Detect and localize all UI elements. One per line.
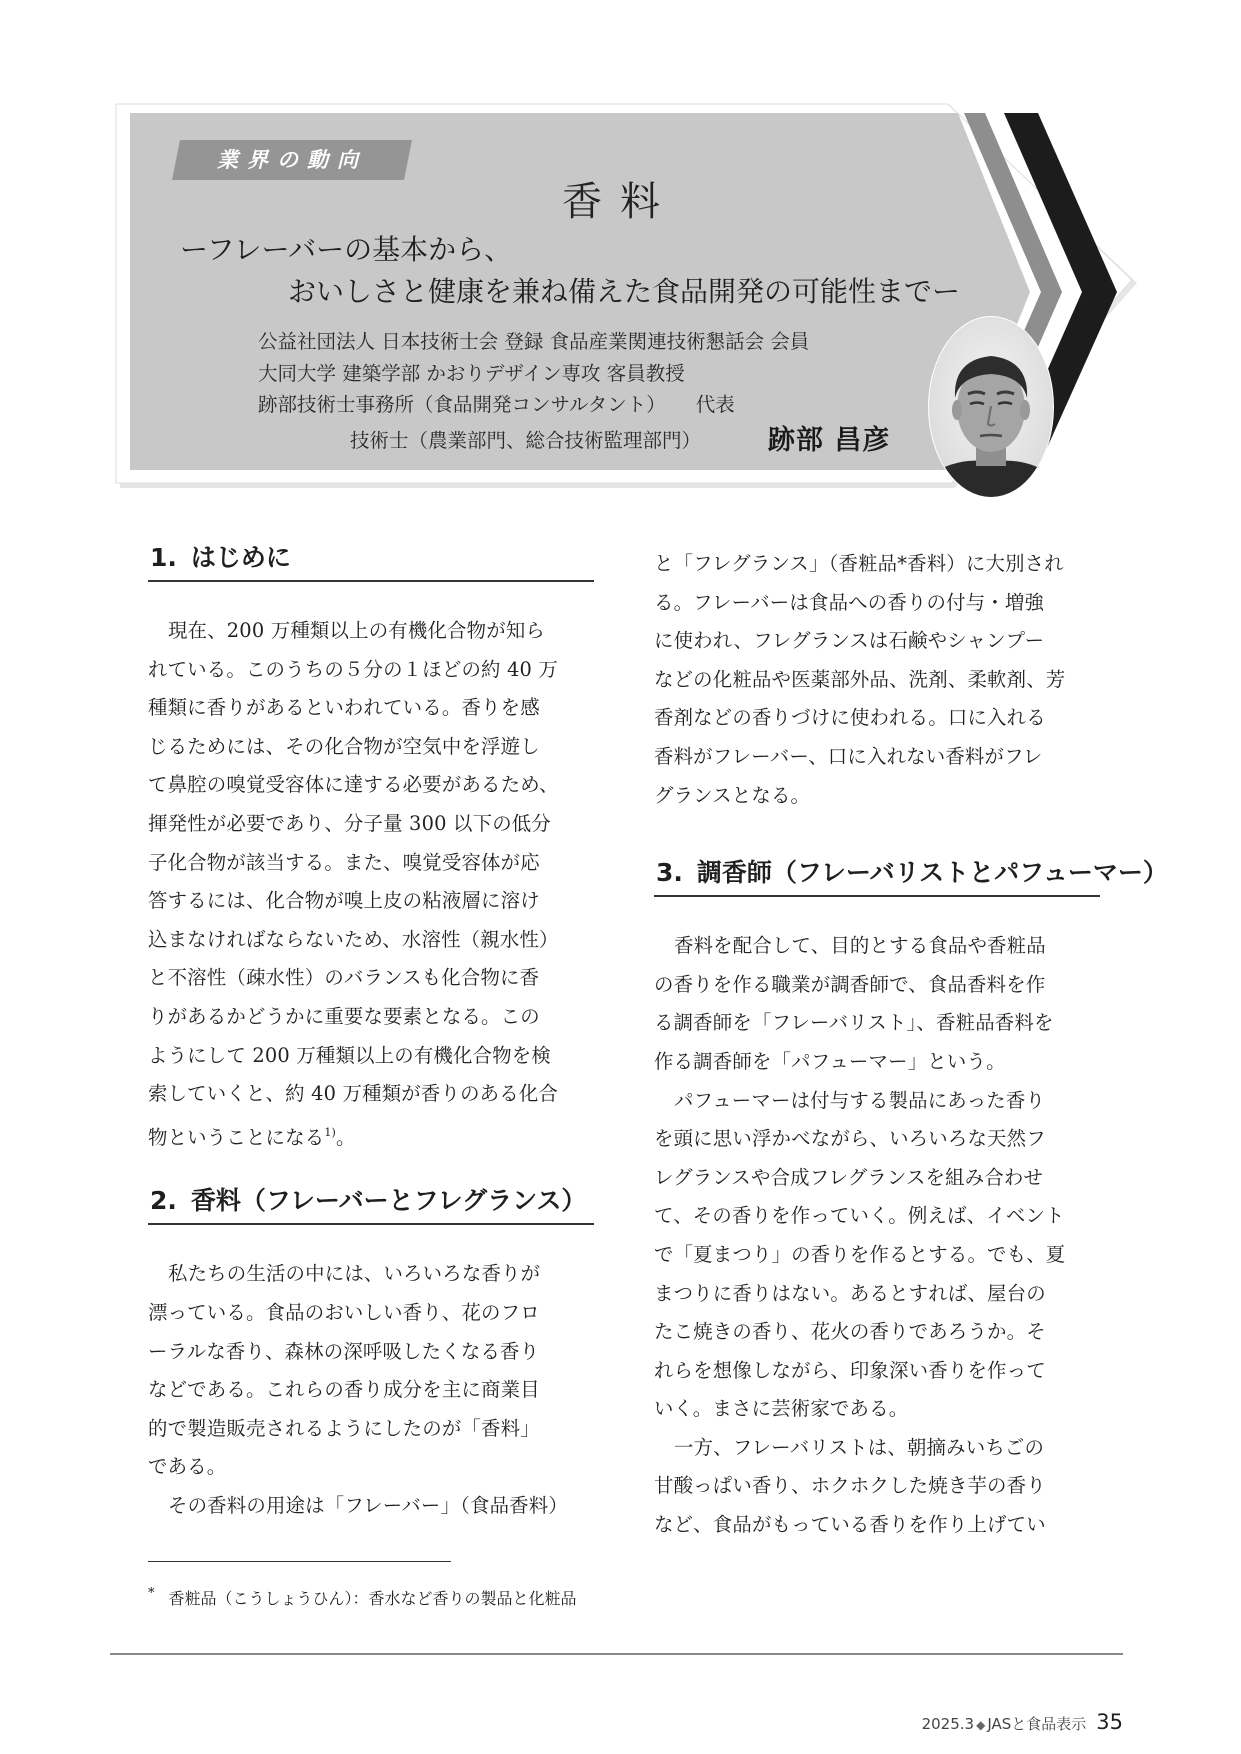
text-line: 索していくと、約 40 万種類が香りのある化合 bbox=[148, 1082, 559, 1106]
diamond-separator-icon: ◆ bbox=[976, 1718, 986, 1732]
text-line: 一方、フレーバリストは、朝摘みいちごの bbox=[674, 1435, 1045, 1459]
page-footer bbox=[922, 1710, 1123, 1734]
section-heading-flavors-fragrances bbox=[148, 1183, 594, 1225]
text-line: ようにして 200 万種類以上の有機化合物を検 bbox=[148, 1043, 551, 1067]
text-line-content: 物ということになる bbox=[148, 1125, 325, 1149]
sentence-end: 。 bbox=[336, 1125, 356, 1149]
section-3-body bbox=[654, 927, 1100, 1545]
text-line: て、その香りを作っていく。例えば、イベント bbox=[654, 1204, 1065, 1228]
text-line: 香料を配合して、目的とする食品や香粧品 bbox=[674, 934, 1046, 958]
text-line: れらを想像しながら、印象深い香りを作って bbox=[654, 1358, 1046, 1382]
footnote bbox=[148, 1586, 577, 1609]
footnote-mark: * bbox=[148, 1586, 155, 1601]
text-line: など、食品がもっている香りを作り上げてい bbox=[654, 1513, 1046, 1537]
section-title: はじめに bbox=[190, 543, 291, 572]
section-2-body bbox=[148, 1255, 594, 1525]
text-line: 答するには、化合物が嗅上皮の粘液層に溶け bbox=[148, 889, 540, 913]
journal-name: JASと食品表示 bbox=[987, 1715, 1087, 1733]
right-column bbox=[654, 545, 1168, 1545]
text-line: パフューマーは付与する製品にあった香り bbox=[674, 1088, 1046, 1112]
text-line: 漂っている。食品のおいしい香り、花のフロ bbox=[148, 1300, 540, 1324]
left-column bbox=[148, 540, 594, 1525]
footnote-text: 香粧品（こうしょうひん）：香水など香りの製品と化粧品 bbox=[168, 1589, 577, 1608]
text-line: 現在、200 万種類以上の有機化合物が知ら bbox=[168, 619, 546, 642]
text-line: りがあるかどうかに重要な要素となる。この bbox=[148, 1004, 540, 1028]
footnote-divider bbox=[148, 1561, 451, 1562]
section-title: 香料（フレーバーとフレグランス） bbox=[190, 1186, 587, 1216]
text-line bbox=[148, 1114, 594, 1158]
author-affiliation bbox=[258, 389, 735, 417]
text-line: 香剤などの香りづけに使われる。口に入れる bbox=[654, 706, 1046, 730]
author-portrait-photo bbox=[928, 316, 1054, 498]
text-line: の香りを作る職業が調香師で、食品香料を作 bbox=[654, 972, 1046, 996]
text-line: 種類に香りがあるといわれている。香りを感 bbox=[148, 696, 540, 720]
issue-date: 2025.3 bbox=[921, 1715, 975, 1733]
category-badge bbox=[172, 140, 412, 180]
text-line: に使われ、フレグランスは石鹸やシャンプー bbox=[654, 629, 1045, 653]
text-line: である。 bbox=[148, 1455, 227, 1479]
text-line: レグランスや合成フレグランスを組み合わせ bbox=[654, 1165, 1044, 1189]
text-line: る。フレーバーは食品への香りの付与・増強 bbox=[654, 590, 1045, 614]
section-number: 2. bbox=[150, 1186, 177, 1216]
citation-reference: 1) bbox=[324, 1125, 337, 1139]
text-line: と「フレグランス」（香粧品*香料）に大別され bbox=[654, 552, 1064, 575]
section-title: 調香師（フレーバリストとパフューマー） bbox=[696, 858, 1168, 888]
text-line: まつりに香りはない。あるとすれば、屋台の bbox=[654, 1281, 1046, 1305]
text-line: 揮発性が必要であり、分子量 300 以下の低分 bbox=[148, 811, 551, 835]
affiliation-role: 代表 bbox=[695, 393, 735, 416]
text-line: と不溶性（疎水性）のバランスも化合物に香 bbox=[148, 966, 540, 990]
affiliation-office: 跡部技術士事務所（食品開発コンサルタント） bbox=[258, 393, 666, 416]
page-number: 35 bbox=[1096, 1710, 1123, 1734]
text-line: を頭に思い浮かべながら、いろいろな天然フ bbox=[654, 1127, 1046, 1151]
text-line: る調香師を「フレーバリスト」、香粧品香料を bbox=[654, 1011, 1054, 1035]
text-line: グランスとなる。 bbox=[654, 783, 811, 807]
text-line: たこ焼きの香り、花火の香りであろうか。そ bbox=[654, 1320, 1046, 1344]
author-affiliation: 公益社団法人 日本技術士会 登録 食品産業関連技術懇話会 会員 bbox=[258, 330, 810, 353]
article-subtitle-line1: ーフレーバーの基本から、 bbox=[180, 233, 513, 266]
text-line: ーラルな香り、森林の深呼吸したくなる香り bbox=[148, 1339, 540, 1363]
section-1-body bbox=[148, 612, 594, 1157]
text-line: 子化合物が該当する。また、嗅覚受容体が応 bbox=[148, 850, 540, 874]
text-line: 甘酸っぱい香り、ホクホクした焼き芋の香り bbox=[654, 1474, 1046, 1498]
text-line: 作る調香師を「パフューマー」という。 bbox=[654, 1049, 1006, 1073]
text-line: れている。このうちの５分の１ほどの約 40 万 bbox=[148, 657, 559, 681]
text-line: いく。まさに芸術家である。 bbox=[654, 1397, 909, 1421]
text-line: その香料の用途は「フレーバー」（食品香料） bbox=[168, 1493, 568, 1517]
text-line: 香料がフレーバー、口に入れない香料がフレ bbox=[654, 744, 1043, 768]
text-line: 的で製造販売されるようにしたのが「香料」 bbox=[148, 1416, 540, 1440]
article-title: 香料 bbox=[562, 179, 678, 225]
article-subtitle-line2: おいしさと健康を兼ね備えた食品開発の可能性までー bbox=[288, 275, 961, 308]
article-header-banner bbox=[0, 0, 1241, 520]
text-line: などである。これらの香り成分を主に商業目 bbox=[148, 1378, 540, 1402]
author-affiliation: 大同大学 建築学部 かおりデザイン専攻 客員教授 bbox=[258, 362, 685, 385]
text-line: 込まなければならないため、水溶性（親水性） bbox=[148, 927, 559, 951]
author-credential: 技術士（農業部門、総合技術監理部門） bbox=[350, 429, 702, 452]
section-number: 1. bbox=[150, 543, 177, 572]
section-heading-perfumers bbox=[654, 855, 1168, 897]
text-line: 私たちの生活の中には、いろいろな香りが bbox=[168, 1262, 541, 1286]
text-line: て鼻腔の嗅覚受容体に達する必要があるため、 bbox=[148, 773, 559, 797]
text-line: じるためには、その化合物が空気中を浮遊し bbox=[148, 734, 540, 758]
footer-divider bbox=[110, 1653, 1123, 1655]
section-number: 3. bbox=[656, 858, 683, 888]
category-badge-label: 業界の動向 bbox=[217, 148, 367, 172]
section-2-body-continued bbox=[654, 545, 1100, 815]
author-name: 跡部 昌彦 bbox=[768, 425, 891, 456]
text-line: などの化粧品や医薬部外品、洗剤、柔軟剤、芳 bbox=[654, 667, 1066, 691]
text-line: で「夏まつり」の香りを作るとする。でも、夏 bbox=[654, 1242, 1066, 1266]
section-heading-introduction bbox=[148, 540, 594, 582]
